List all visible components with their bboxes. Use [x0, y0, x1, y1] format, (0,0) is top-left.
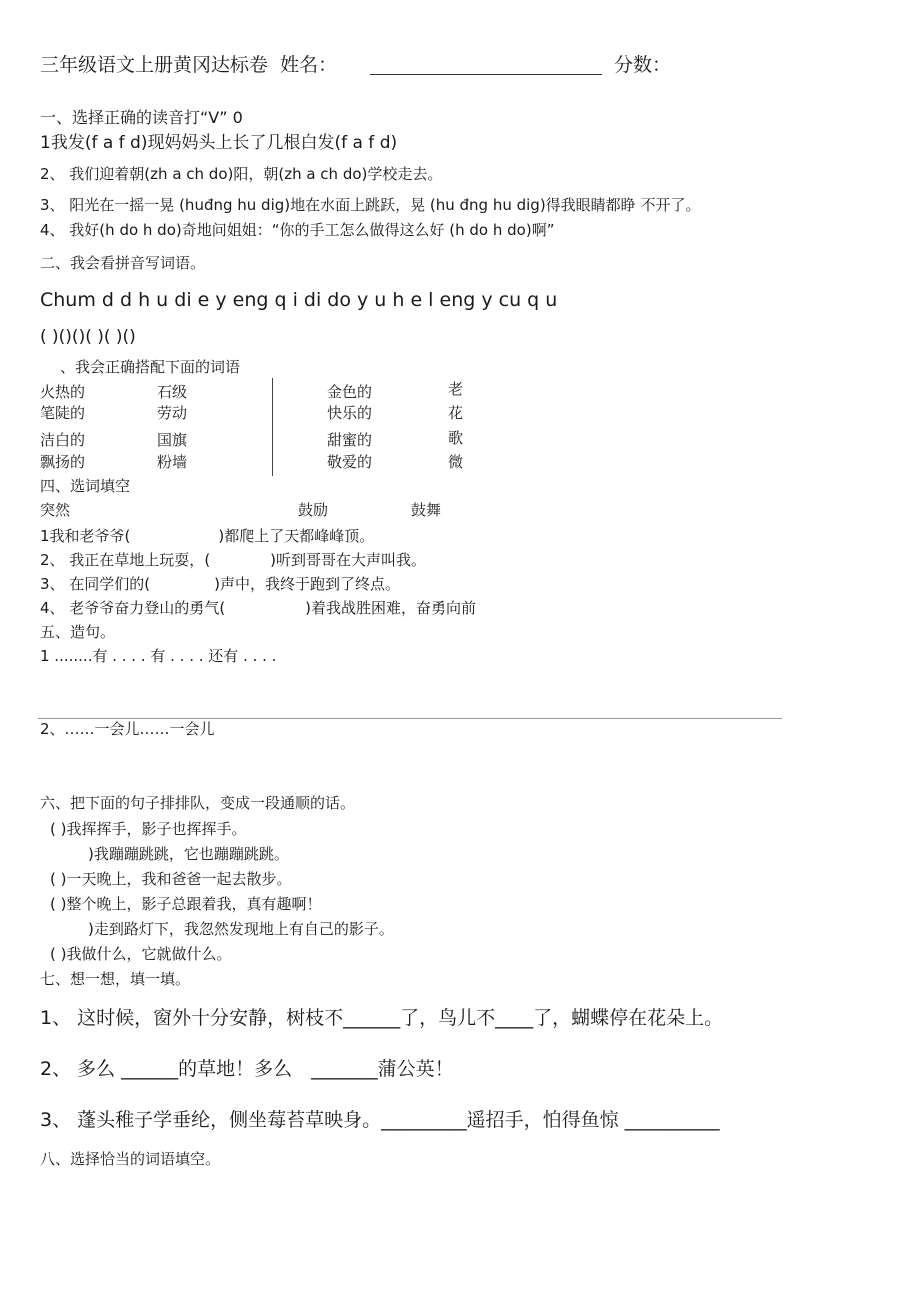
section4-q4 — [40, 598, 476, 618]
section2-pinyin: Chum d d h u di e y eng q i di do y u h e l eng y cu q u — [40, 289, 558, 311]
section5-q2: 2、……一会儿……一会儿 — [40, 720, 215, 738]
section8-heading: 八、选择恰当的词语填空。 — [40, 1150, 221, 1168]
order-sentence: ( )一天晚上，我和爸爸一起去散步。 — [50, 870, 292, 888]
section5-q1: 1 ........有 . . . . 有 . . . . 还有 . . . . — [40, 647, 277, 665]
q3-before: 3、 在同学们的( — [40, 575, 151, 593]
section4-q3 — [40, 574, 400, 594]
exam-title — [40, 52, 337, 78]
match-right-noun: 花 — [448, 404, 464, 422]
order-sentence: )走到路灯下，我忽然发现地上有自己的影子。 — [88, 920, 394, 938]
match-left-word: 火热的 — [40, 383, 86, 401]
match-right-word: 快乐的 — [327, 404, 373, 422]
exam-title-text: 三年级语文上册黄冈达标卷 — [40, 54, 269, 76]
q2-after: )听到哥哥在大声叫我。 — [270, 551, 427, 569]
q2-before: 2、 我正在草地上玩耍，( — [40, 551, 211, 569]
column-divider — [272, 378, 273, 476]
q4-before: 4、 老爷爷奋力登山的勇气( — [40, 599, 226, 617]
match-right-word: 金色的 — [327, 383, 373, 401]
match-left-noun: 国旗 — [157, 431, 188, 449]
section1-q1: 1我发(f a f d)现妈妈头上长了几根白发(f a f d) — [40, 133, 398, 153]
q1-after: )都爬上了天都峰峰顶。 — [218, 527, 375, 545]
match-left-word: 笔陡的 — [40, 404, 86, 422]
name-input-line[interactable] — [370, 58, 602, 75]
match-right-word: 敬爱的 — [327, 453, 373, 471]
match-right-word: 甜蜜的 — [327, 431, 373, 449]
section7-q2: 2、 多么 ______的草地！多么 _______蒲公英！ — [40, 1058, 454, 1080]
section2-heading: 二、我会看拼音写词语。 — [40, 254, 206, 272]
match-left-word: 洁白的 — [40, 431, 86, 449]
q3-after: )声中，我终于跑到了终点。 — [214, 575, 401, 593]
section2-blanks: ( )()()( )( )() — [40, 327, 136, 347]
match-left-noun: 粉墙 — [157, 453, 188, 471]
section1-heading: 一、选择正确的读音打“V” 0 — [40, 108, 243, 127]
name-label: 姓名： — [280, 54, 338, 76]
score-label: 分数： — [614, 54, 672, 76]
section6-heading: 六、把下面的句子排排队，变成一段通顺的话。 — [40, 794, 356, 812]
word-option: 鼓励 — [298, 501, 329, 519]
section3-heading: 、我会正确搭配下面的词语 — [60, 358, 241, 376]
order-sentence: )我蹦蹦跳跳，它也蹦蹦跳跳。 — [88, 845, 289, 863]
order-sentence: ( )我做什么，它就做什么。 — [50, 945, 232, 963]
word-option: 突然 — [40, 501, 71, 519]
section7-heading: 七、想一想，填一填。 — [40, 970, 191, 988]
match-right-noun: 老 — [448, 380, 464, 398]
section1-q2: 2、 我们迎着朝(zh a ch do)阳，朝(zh a ch do)学校走去。 — [40, 165, 443, 183]
match-right-noun: 微 — [448, 453, 464, 471]
order-sentence: ( )我挥挥手，影子也挥挥手。 — [50, 820, 247, 838]
match-left-noun: 石级 — [157, 383, 188, 401]
section4-q2 — [40, 550, 426, 570]
match-right-noun: 歌 — [448, 429, 464, 447]
q4-after: )着我战胜困难，奋勇向前 — [305, 599, 477, 617]
section7-q1: 1、 这时候，窗外十分安静，树枝不______了，鸟儿不____了，蝴蝶停在花朵上。 — [40, 1007, 724, 1029]
section1-q3: 3、 阳光在一摇一晃 (huđng hu dig)地在水面上跳跃，晃 (hu đng hu dig)得我眼睛都睁 不开了。 — [40, 196, 701, 214]
section1-q4: 4、 我好(h do h do)奇地问姐姐：“你的手工怎么做得这么好 (h do h do)啊” — [40, 221, 555, 239]
section5-heading: 五、造句。 — [40, 623, 116, 641]
match-left-noun: 劳动 — [157, 404, 188, 422]
order-sentence: ( )整个晚上，影子总跟着我，真有趣啊！ — [50, 895, 322, 913]
section7-q3: 3、 蓬头稚子学垂纶，侧坐莓苔草映身。_________遥招手，怕得鱼惊 __________ — [40, 1109, 720, 1131]
q1-before: 1我和老爷爷( — [40, 527, 131, 545]
match-left-word: 飘扬的 — [40, 453, 86, 471]
section4-heading: 四、选词填空 — [40, 477, 131, 495]
section4-q1 — [40, 526, 374, 546]
word-option: 鼓舞 — [411, 501, 442, 519]
